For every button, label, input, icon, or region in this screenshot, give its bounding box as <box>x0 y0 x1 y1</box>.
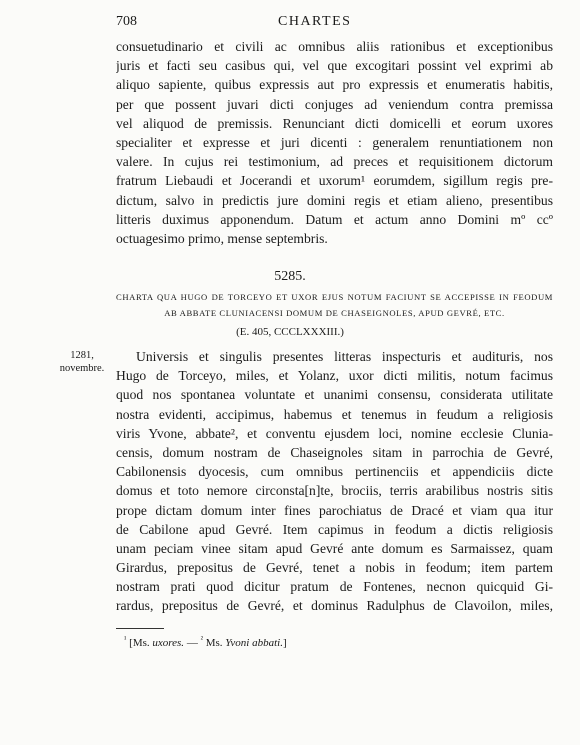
text-line: litteris duximus apponendum. Datum et actum anno Domini mº ccº <box>116 211 553 227</box>
text-line: per que possent juvari dicti conjuges ad veniendum contra premissa <box>116 96 553 112</box>
text-line: nostra evidenti, accipimus, habemus et tenemus in feudum a religiosis <box>116 406 553 422</box>
text-line: Cabilonensis dyocesis, cum omnibus pertinenciis et appendiciis dicte <box>116 464 553 480</box>
footnote-close: ] <box>282 637 287 649</box>
charter-number: 5285. <box>274 269 306 284</box>
text-line: quod nos spontanea voluntate et unanimi consensu, considerata utilitate <box>116 387 553 403</box>
text-line: unam peciam vinee sitam apud Gevré ante domum es Sarmaissez, quam <box>116 540 553 556</box>
footnotes <box>124 634 287 649</box>
charter-rubric-line: CHARTA QUA HUGO DE TORCEYO ET UXOR EJUS NOTUM FACIUNT SE ACCEPISSE IN FEODUM <box>116 292 553 302</box>
footnote-dash: — <box>186 637 198 649</box>
text-line: dictum, salvo in predictis jure domini regis et etiam alieno, presentibus <box>116 192 553 208</box>
text-line: Hugo de Torceyo, miles, et Yolanz, uxor dicti militis, notum facimus <box>116 368 553 384</box>
footnote-text: Yvoni abbati. <box>225 637 283 649</box>
text-line: Universis et singulis presentes litteras inspecturis et audituris, nos <box>136 349 553 364</box>
text-line: valere. In cujus rei testimonium, ad preces et requisitionem dictorum <box>116 154 553 170</box>
margin-year: 1281, <box>70 350 94 361</box>
text-line: juris et facti seu casibus qui, vel que excogitari possint vel exprimi ab <box>116 58 553 74</box>
text-line: de Cabilone apud Gevré. Item capimus in feodum a dictis religiosis <box>116 521 553 537</box>
continuation-paragraph <box>116 37 553 248</box>
text-line: viris Yvone, abbate², et conventu ejusdem loci, nomine ecclesie Clunia- <box>116 425 553 441</box>
text-line: consuetudinario et civili ac omnibus aliis rationibus et exceptionibus <box>116 39 553 54</box>
footnote-mark: ¹ <box>124 634 127 644</box>
text-line: nostram prati quod dicitur pratum de Fontenes, necnon quicquid Gi- <box>116 579 553 595</box>
text-line: censis, domum nostram de Chaseignoles sitam in parrochia de Gevré, <box>116 444 553 460</box>
text-line: vel aliquod de premissis. Renunciant dicti domicelli et eorum uxores <box>116 115 553 131</box>
charter-rubric-line: AB ABBATE CLUNIACENSI DOMUM DE CHASEIGNOLES, APUD GEVRÉ, ETC. <box>164 308 505 318</box>
charter-text <box>116 347 553 616</box>
footnote-open: [Ms. <box>129 637 150 649</box>
text-line: octuagesimo primo, mense septembris. <box>116 230 328 246</box>
text-line: Girardus, prepositus de Gevré, tenet a nobis in feodum; item partem <box>116 560 553 576</box>
text-line: rardus, prepositus de Gevré, et dominus Radulphus de Clavoilon, miles, <box>116 598 553 614</box>
footnote-mark: ² <box>200 634 203 644</box>
margin-month: novembre. <box>59 363 105 374</box>
text-line: domus et toto nemore circonsta[n]te, brociis, terris arabilibus nostris sitis <box>116 483 553 499</box>
text-line: prope dictam domum inter fines parochiatus de Dracé et viam qua itur <box>116 502 553 518</box>
footnote-text: uxores. <box>152 637 185 649</box>
edition-reference: (E. 405, CCCLXXXIII.) <box>236 326 344 338</box>
text-line: specialiter et expresse et juri dicenti : generalem renuntiationem non <box>116 134 553 150</box>
text-line: fratrum Liebaudi et Jocerandi et uxorum¹ eorumdem, sigillum regis pre- <box>116 173 553 189</box>
page-number: 708 <box>116 14 137 29</box>
running-title: CHARTES <box>278 14 352 29</box>
footnote-open: Ms. <box>205 637 223 649</box>
footnote-rule <box>116 628 164 629</box>
text-line: aliquo sapiente, quibus expressis aut pro expressis et enumeratis habitis, <box>116 77 553 93</box>
